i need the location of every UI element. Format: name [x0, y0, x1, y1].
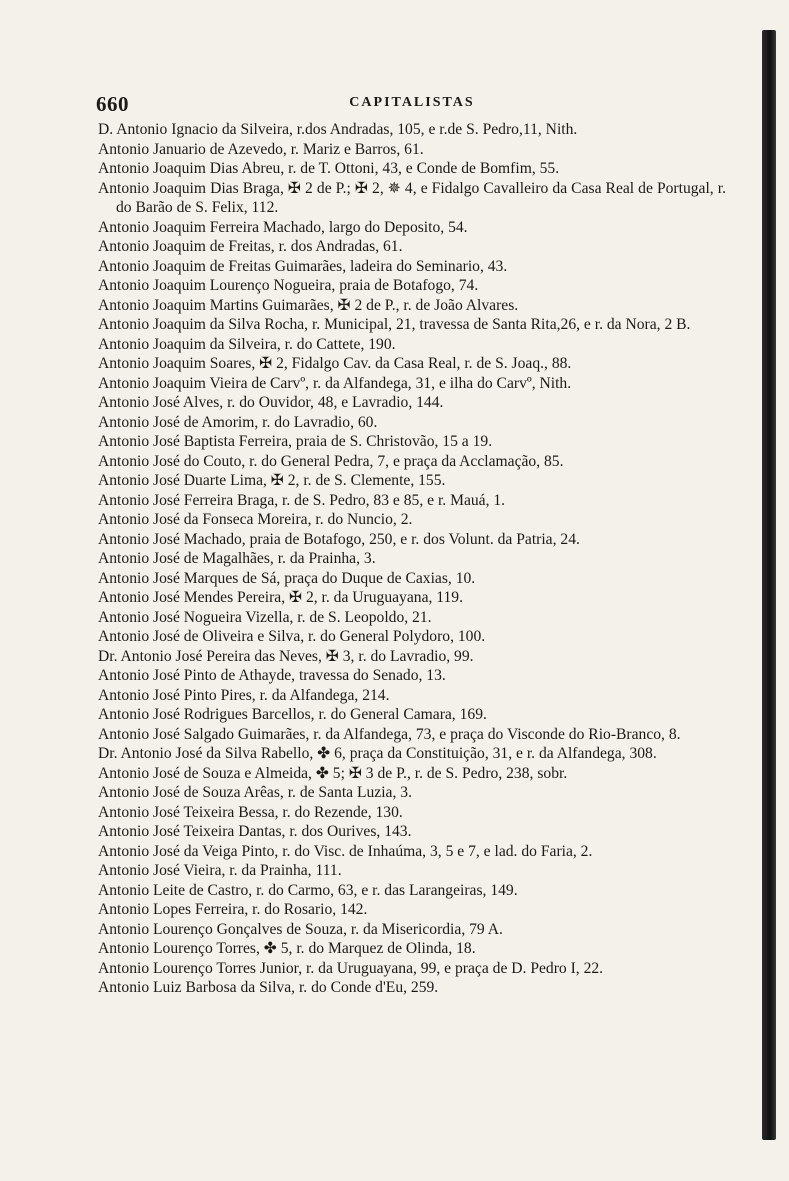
directory-entry: Antonio José de Souza e Almeida, ✤ 5; ✠ 3 de P., r. de S. Pedro, 238, sobr.	[98, 764, 568, 782]
directory-entry: Antonio José Pinto Pires, r. da Alfandega, 214.	[98, 686, 390, 704]
directory-entry: Antonio Lourenço Torres, ✤ 5, r. do Marquez de Olinda, 18.	[98, 940, 476, 957]
directory-entry: Antonio Joaquim Dias Braga, ✠ 2 de P.; ✠ 2, ✵ 4, e Fidalgo Cavalleiro da Casa Real de Portugal, r. do Barão de S. Felix, 112.	[98, 179, 726, 216]
directory-entry: Antonio José Teixeira Bessa, r. do Rezende, 130.	[98, 803, 403, 821]
directory-entry: Antonio Joaquim de Freitas, r. dos Andradas, 61.	[98, 238, 403, 255]
directory-entry: Antonio Joaquim Vieira de Carvº, r. da Alfandega, 31, e ilha do Carvº, Nith.	[98, 374, 572, 392]
directory-entry: Antonio José Baptista Ferreira, praia de S. Christovão, 15 a 19.	[98, 433, 493, 450]
running-title: CAPITALISTAS	[349, 95, 475, 110]
page-edge-shadow	[762, 30, 776, 1140]
directory-entry: Antonio Joaquim da Silva Rocha, r. Municipal, 21, travessa de Santa Rita,26, e r. da Nora, 2 B.	[98, 316, 691, 333]
directory-list	[98, 120, 726, 998]
directory-entry: Antonio Luiz Barbosa da Silva, r. do Conde d'Eu, 259.	[98, 979, 439, 996]
directory-entry: Antonio José Salgado Guimarães, r. da Alfandega, 73, e praça do Visconde do Rio-Branco, 8.	[98, 725, 681, 743]
directory-entry: Dr. Antonio José da Silva Rabello, ✤ 6, praça da Constituição, 31, e r. da Alfandega, 308.	[98, 745, 657, 762]
directory-entry: Antonio José Machado, praia de Botafogo, 250, e r. dos Volunt. da Patria, 24.	[98, 530, 580, 548]
directory-entry: Antonio José Teixeira Dantas, r. dos Ourives, 143.	[98, 823, 412, 840]
directory-entry: Antonio José Vieira, r. da Prainha, 111.	[98, 862, 342, 879]
directory-entry: Antonio José Duarte Lima, ✠ 2, r. de S. Clemente, 155.	[98, 472, 446, 489]
directory-entry: Antonio Joaquim Ferreira Machado, largo do Deposito, 54.	[98, 218, 468, 236]
directory-entry: Antonio José de Amorim, r. do Lavradio, 60.	[98, 413, 378, 431]
directory-entry: Antonio Joaquim Soares, ✠ 2, Fidalgo Cav. da Casa Real, r. de S. Joaq., 88.	[98, 355, 572, 372]
directory-entry: Antonio José do Couto, r. do General Pedra, 7, e praça da Acclamação, 85.	[98, 452, 564, 470]
page-header	[96, 92, 728, 114]
directory-entry: Dr. Antonio José Pereira das Neves, ✠ 3, r. do Lavradio, 99.	[98, 647, 474, 665]
directory-entry: Antonio José Marques de Sá, praça do Duque de Caxias, 10.	[98, 569, 476, 587]
directory-entry: D. Antonio Ignacio da Silveira, r.dos Andradas, 105, e r.de S. Pedro,11, Nith.	[98, 121, 578, 138]
directory-entry: Antonio José Ferreira Braga, r. de S. Pedro, 83 e 85, e r. Mauá, 1.	[98, 491, 506, 509]
directory-entry: Antonio Joaquim Lourenço Nogueira, praia de Botafogo, 74.	[98, 277, 479, 294]
directory-entry: Antonio José Alves, r. do Ouvidor, 48, e Lavradio, 144.	[98, 394, 444, 411]
directory-entry: Antonio José Rodrigues Barcellos, r. do General Camara, 169.	[98, 706, 487, 723]
directory-entry: Antonio José de Oliveira e Silva, r. do General Polydoro, 100.	[98, 628, 486, 645]
directory-entry: Antonio Januario de Azevedo, r. Mariz e Barros, 61.	[98, 140, 424, 158]
directory-entry: Antonio José Mendes Pereira, ✠ 2, r. da Uruguayana, 119.	[98, 589, 463, 606]
directory-entry: Antonio Leite de Castro, r. do Carmo, 63, e r. das Larangeiras, 149.	[98, 881, 518, 899]
directory-entry: Antonio Lopes Ferreira, r. do Rosario, 142.	[98, 901, 368, 918]
directory-entry: Antonio Lourenço Gonçalves de Souza, r. da Misericordia, 79 A.	[98, 920, 503, 938]
directory-entry: Antonio José de Souza Arêas, r. de Santa Luzia, 3.	[98, 784, 412, 801]
directory-entry: Antonio Lourenço Torres Junior, r. da Uruguayana, 99, e praça de D. Pedro I, 22.	[98, 959, 604, 977]
directory-entry: Antonio José Pinto de Athayde, travessa do Senado, 13.	[98, 667, 446, 684]
directory-entry: Antonio José Nogueira Vizella, r. de S. Leopoldo, 21.	[98, 608, 432, 626]
page-number: 660	[96, 92, 129, 116]
directory-entry: Antonio Joaquim Dias Abreu, r. de T. Ottoni, 43, e Conde de Bomfim, 55.	[98, 160, 560, 177]
directory-entry: Antonio Joaquim Martins Guimarães, ✠ 2 de P., r. de João Alvares.	[98, 296, 519, 314]
directory-entry: Antonio Joaquim da Silveira, r. do Cattete, 190.	[98, 335, 396, 353]
directory-entry: Antonio José da Veiga Pinto, r. do Visc. de Inhaúma, 3, 5 e 7, e lad. do Faria, 2.	[98, 842, 593, 860]
directory-entry: Antonio José da Fonseca Moreira, r. do Nuncio, 2.	[98, 511, 413, 528]
directory-entry: Antonio José de Magalhães, r. da Prainha, 3.	[98, 550, 376, 567]
directory-entry: Antonio Joaquim de Freitas Guimarães, ladeira do Seminario, 43.	[98, 257, 508, 275]
